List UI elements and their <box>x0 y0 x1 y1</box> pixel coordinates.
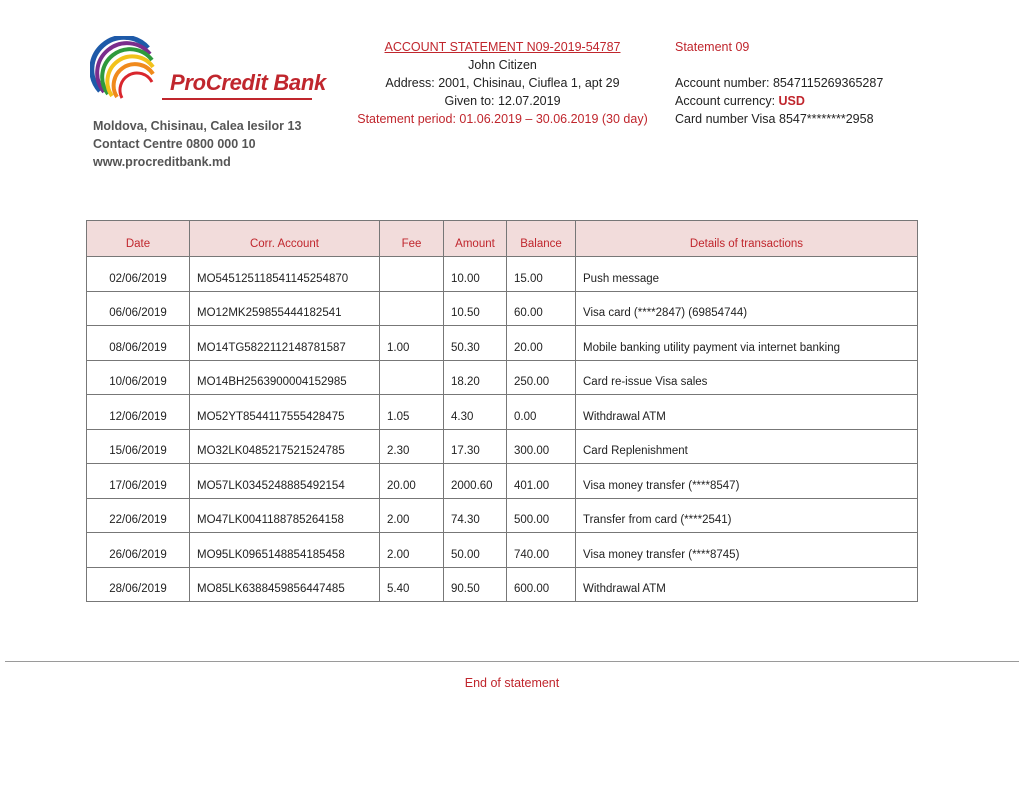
cell-date: 06/06/2019 <box>87 291 190 326</box>
bank-website: www.procreditbank.md <box>93 155 231 169</box>
cell-amount: 4.30 <box>444 395 507 430</box>
cell-details: Card re-issue Visa sales <box>576 360 918 395</box>
cell-balance: 401.00 <box>507 464 576 499</box>
cell-date: 28/06/2019 <box>87 567 190 602</box>
cell-date: 17/06/2019 <box>87 464 190 499</box>
cell-details: Card Replenishment <box>576 429 918 464</box>
cell-amount: 18.20 <box>444 360 507 395</box>
cell-fee: 2.00 <box>380 533 444 568</box>
cell-details: Withdrawal ATM <box>576 567 918 602</box>
table-row <box>87 291 918 326</box>
table-row <box>87 429 918 464</box>
cell-date: 12/06/2019 <box>87 395 190 430</box>
cell-fee: 1.00 <box>380 326 444 361</box>
bank-logo <box>90 36 326 104</box>
cell-details: Visa card (****2847) (69854744) <box>576 291 918 326</box>
cell-amount: 17.30 <box>444 429 507 464</box>
header-details: Details of transactions <box>576 221 918 257</box>
customer-name: John Citizen <box>468 58 537 72</box>
cell-corr-account: MO52YT8544117555428475 <box>190 395 380 430</box>
cell-amount: 74.30 <box>444 498 507 533</box>
cell-corr-account: MO47LK0041188785264158 <box>190 498 380 533</box>
cell-date: 22/06/2019 <box>87 498 190 533</box>
table-row <box>87 395 918 430</box>
cell-corr-account: MO95LK0965148854185458 <box>190 533 380 568</box>
cell-fee: 5.40 <box>380 567 444 602</box>
cell-balance: 60.00 <box>507 291 576 326</box>
cell-balance: 600.00 <box>507 567 576 602</box>
bank-contact-centre: Contact Centre 0800 000 10 <box>93 137 256 151</box>
account-details <box>675 38 883 128</box>
cell-amount: 50.30 <box>444 326 507 361</box>
cell-corr-account: MO545125118541145254870 <box>190 257 380 292</box>
cell-details: Visa money transfer (****8547) <box>576 464 918 499</box>
transactions-table <box>86 220 918 602</box>
cell-amount: 10.00 <box>444 257 507 292</box>
statement-title: ACCOUNT STATEMENT N09-2019-54787 <box>384 40 621 54</box>
cell-corr-account: MO85LK6388459856447485 <box>190 567 380 602</box>
cell-amount: 50.00 <box>444 533 507 568</box>
table-row <box>87 464 918 499</box>
statement-period: Statement period: 01.06.2019 – 30.06.2019 (30 day) <box>357 112 648 126</box>
cell-date: 02/06/2019 <box>87 257 190 292</box>
cell-date: 26/06/2019 <box>87 533 190 568</box>
account-number: Account number: 8547115269365287 <box>675 76 884 90</box>
bank-contact-info <box>93 117 301 171</box>
table-row <box>87 326 918 361</box>
table-header-row <box>87 221 918 257</box>
statement-number: Statement 09 <box>675 40 750 54</box>
globe-logo-icon <box>90 36 160 106</box>
cell-details: Mobile banking utility payment via internet banking <box>576 326 918 361</box>
header-balance: Balance <box>507 221 576 257</box>
cell-corr-account: MO57LK0345248885492154 <box>190 464 380 499</box>
cell-corr-account: MO14BH2563900004152985 <box>190 360 380 395</box>
cell-corr-account: MO12MK259855444182541 <box>190 291 380 326</box>
header-amount: Amount <box>444 221 507 257</box>
cell-fee <box>380 257 444 292</box>
currency-value: USD <box>778 94 805 108</box>
cell-fee <box>380 360 444 395</box>
header-corr-account: Corr. Account <box>190 221 380 257</box>
cell-balance: 500.00 <box>507 498 576 533</box>
table-row <box>87 257 918 292</box>
cell-balance: 250.00 <box>507 360 576 395</box>
table-row <box>87 567 918 602</box>
cell-balance: 300.00 <box>507 429 576 464</box>
cell-corr-account: MO32LK0485217521524785 <box>190 429 380 464</box>
divider-line <box>5 661 1019 662</box>
cell-amount: 90.50 <box>444 567 507 602</box>
cell-details: Withdrawal ATM <box>576 395 918 430</box>
cell-fee: 20.00 <box>380 464 444 499</box>
statement-header <box>340 38 665 128</box>
table-row <box>87 498 918 533</box>
cell-date: 15/06/2019 <box>87 429 190 464</box>
card-number: Card number Visa 8547********2958 <box>675 112 874 126</box>
bank-address: Moldova, Chisinau, Calea Iesilor 13 <box>93 119 302 133</box>
cell-details: Transfer from card (****2541) <box>576 498 918 533</box>
customer-address: Address: 2001, Chisinau, Ciuflea 1, apt 29 <box>385 76 620 90</box>
given-to-date: Given to: 12.07.2019 <box>444 94 561 108</box>
cell-fee: 1.05 <box>380 395 444 430</box>
bank-name: ProCredit Bank <box>170 70 326 95</box>
header-fee: Fee <box>380 221 444 257</box>
cell-amount: 2000.60 <box>444 464 507 499</box>
cell-balance: 740.00 <box>507 533 576 568</box>
account-currency <box>675 92 883 110</box>
currency-label: Account currency: <box>675 94 779 108</box>
cell-balance: 20.00 <box>507 326 576 361</box>
cell-amount: 10.50 <box>444 291 507 326</box>
cell-details: Push message <box>576 257 918 292</box>
cell-balance: 0.00 <box>507 395 576 430</box>
cell-fee: 2.00 <box>380 498 444 533</box>
cell-balance: 15.00 <box>507 257 576 292</box>
table-row <box>87 533 918 568</box>
brand-underline <box>162 98 312 100</box>
end-of-statement: End of statement <box>464 676 560 690</box>
header-date: Date <box>87 221 190 257</box>
cell-date: 10/06/2019 <box>87 360 190 395</box>
cell-fee: 2.30 <box>380 429 444 464</box>
cell-details: Visa money transfer (****8745) <box>576 533 918 568</box>
cell-corr-account: MO14TG5822112148781587 <box>190 326 380 361</box>
cell-date: 08/06/2019 <box>87 326 190 361</box>
table-row <box>87 360 918 395</box>
cell-fee <box>380 291 444 326</box>
